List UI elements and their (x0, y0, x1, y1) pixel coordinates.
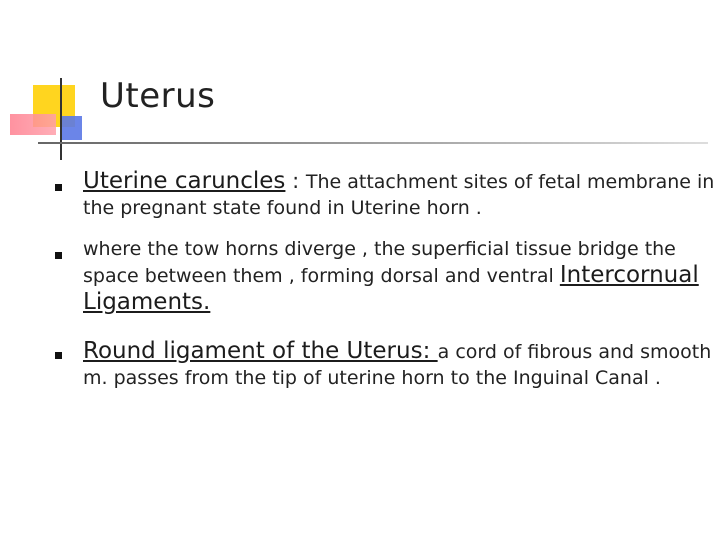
bullet-text: a cord of fibrous and smooth m. passes from the tip of uterine horn to the Inguinal Canal . (83, 341, 712, 389)
term-uterine-caruncles: Uterine caruncles (83, 168, 286, 194)
bullet-marker (55, 184, 62, 191)
slide-title: Uterus (100, 76, 216, 116)
bullet-marker (55, 352, 62, 359)
bullet-item-round-ligament (83, 338, 720, 391)
title-underline (38, 142, 708, 144)
bullet-marker (55, 252, 62, 259)
bullet-text: The attachment sites of fetal membrane in the pregnant state found in Uterine horn . (83, 171, 715, 219)
logo-vertical-line (60, 78, 62, 160)
bullet-text: where the tow horns diverge , the superficial tissue bridge the space between them , forming dorsal and ventral (83, 238, 676, 287)
term-round-ligament: Round ligament of the Uterus: (83, 338, 438, 364)
bullet-item-caruncles (83, 168, 720, 221)
logo-blue-square (60, 116, 82, 140)
term-separator: : (285, 169, 306, 193)
bullet-item-intercornual (83, 236, 720, 316)
logo-red-bar (10, 114, 56, 135)
term-intercornual-ligaments: Intercornual Ligaments. (83, 262, 699, 315)
